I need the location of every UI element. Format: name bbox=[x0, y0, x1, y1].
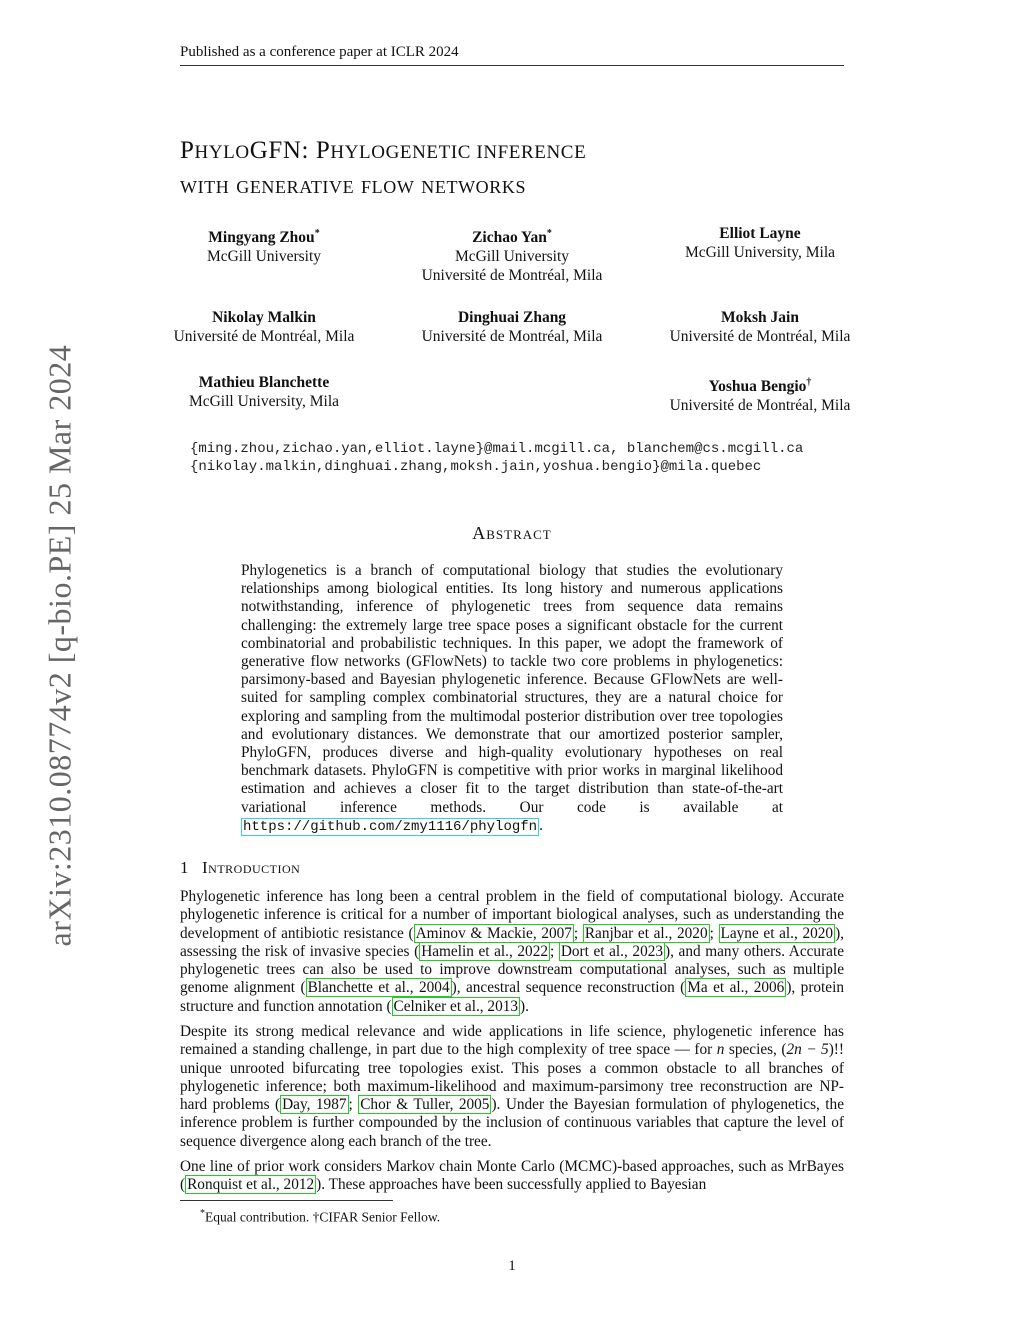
text-run: ). These approaches have been successfully applied to Bayesian bbox=[316, 1176, 707, 1194]
arxiv-stamp: arXiv:2310.08774v2 [q-bio.PE] 25 Mar 2024 bbox=[41, 344, 78, 947]
text-run: Despite its strong medical relevance and wide applications in life science, phylogenetic inference has remained a standing challenge, in part due to the high complexity of tree space — for bbox=[180, 1023, 844, 1059]
abstract-body: Phylogenetics is a branch of computational biology that studies the evolutionary relationships among biological entities. Its long history and numerous applications notwithstanding, inference of phylogenetic trees from sequence data remains challenging: the extremely large tree space poses a significant obstacle for the current combinatorial and probabilistic techniques. In this paper, we adopt the framework of generative flow networks (GFlowNets) to tackle two core problems in phylogenetics: parsimony-based and Bayesian phylogenetic inference. Because GFlowNets are well-suited for sampling complex combinatorial structures, they are a natural choice for exploring and sampling from the multimodal posterior distribution over tree topologies and evolutionary distances. We demonstrate that our amortized posterior sampler, PhyloGFN, produces diverse and high-quality evolutionary hypotheses on real benchmark datasets. PhyloGFN is competitive with prior works in marginal likelihood estimation and achieves a closer fit to the target distribution than state-of-the-art variational inference methods. Our code is available at https://github.com/zmy1116/phylogfn . bbox=[241, 562, 783, 835]
email-line: {nikolay.malkin,dinghuai.zhang,moksh.jain,yoshua.bengio}@mila.quebec bbox=[190, 459, 762, 475]
citation-link[interactable]: Hamelin et al., 2022 bbox=[421, 942, 548, 960]
text-run: Phylogenetic inference has long been a central problem in the field of computational biology. Accurate phylogenetic inference is critical for a number of important biological analyses, such as understanding the development of antibiotic resistance ( bbox=[180, 888, 844, 942]
paper-title: PHYLOGFN: PHYLOGENETIC INFERENCE with generative flow networks bbox=[180, 137, 587, 199]
citation-link[interactable]: Ranjbar et al., 2020 bbox=[584, 924, 708, 942]
citation-link[interactable]: Day, 1987 bbox=[282, 1096, 347, 1114]
text-run: ; bbox=[709, 924, 719, 942]
author-emails bbox=[190, 440, 803, 476]
page-number: 1 bbox=[508, 1258, 516, 1274]
author-block: Dinghuai Zhang Université de Montréal, Mila bbox=[421, 309, 603, 345]
text-run: species, ( bbox=[724, 1041, 787, 1059]
abstract-heading: Abstract bbox=[472, 523, 552, 543]
intro-paragraph-1 bbox=[180, 888, 844, 1016]
citation-link[interactable]: Ronquist et al., 2012 bbox=[187, 1176, 315, 1194]
author-block: Mathieu Blanchette McGill University, Mila bbox=[188, 374, 340, 410]
intro-paragraph-2 bbox=[180, 1023, 844, 1151]
text-run: ). bbox=[520, 997, 529, 1015]
author-block: Zichao Yan* McGill University Université de Montréal, Mila bbox=[421, 228, 603, 285]
text-run: ), and many others. Accurate phylogenetic trees can also be used to improve downstream computational analyses, such as multiple genome alignment ( bbox=[180, 942, 844, 997]
math-term: 2n − 5 bbox=[786, 1041, 829, 1059]
author-block: Moksh Jain Université de Montréal, Mila bbox=[669, 309, 851, 345]
citation-link[interactable]: Chor & Tuller, 2005 bbox=[360, 1096, 490, 1114]
footnote: *Equal contribution. †CIFAR Senior Fellow. bbox=[200, 1208, 441, 1225]
math-term: n bbox=[716, 1041, 725, 1059]
author-block: Elliot Layne McGill University, Mila bbox=[684, 225, 836, 261]
text-run: ; bbox=[348, 1096, 359, 1114]
section-heading-introduction: 1 Introduction bbox=[180, 858, 301, 877]
citation-link[interactable]: Aminov & Mackie, 2007 bbox=[415, 924, 572, 942]
text-run: ). Under the Bayesian formulation of phylogenetics, the inference problem is further compounded by the inclusion of continuous variables that capture the level of sequence divergence along each branch of the tree. bbox=[180, 1096, 844, 1150]
citation-link[interactable]: Ma et al., 2006 bbox=[687, 979, 785, 997]
intro-paragraph-3 bbox=[180, 1158, 844, 1195]
text-run: ), ancestral sequence reconstruction ( bbox=[451, 979, 686, 997]
author-block: Mingyang Zhou* McGill University bbox=[206, 228, 322, 266]
code-link[interactable]: https://github.com/zmy1116/phylogfn bbox=[243, 818, 538, 835]
text-run: ; bbox=[573, 924, 583, 942]
text-run: One line of prior work considers Markov chain Monte Carlo (MCMC)-based approaches, such as MrBayes ( bbox=[180, 1158, 844, 1194]
email-line: {ming.zhou,zichao.yan,elliot.layne}@mail.mcgill.ca, blanchem@cs.mcgill.ca bbox=[190, 441, 804, 457]
text-run: ), assessing the risk of invasive species ( bbox=[180, 924, 844, 960]
footnote-rule bbox=[180, 1200, 393, 1201]
author-block: Nikolay Malkin Université de Montréal, Mila bbox=[173, 309, 355, 345]
running-header: Published as a conference paper at ICLR 2024 bbox=[180, 44, 844, 66]
citation-link[interactable]: Dort et al., 2023 bbox=[560, 942, 664, 960]
text-run: ), protein structure and function annotation ( bbox=[180, 979, 844, 1015]
text-run: )!! unique unrooted bifurcating tree topologies exist. This poses a common obstacle to all branches of phylogenetic inference; both maximum-likelihood and maximum-parsimony tree reconstruction are NP-hard problems ( bbox=[180, 1041, 844, 1114]
citation-link[interactable]: Layne et al., 2020 bbox=[720, 924, 834, 942]
citation-link[interactable]: Celniker et al., 2013 bbox=[393, 997, 519, 1015]
citation-link[interactable]: Blanchette et al., 2004 bbox=[307, 979, 450, 997]
author-block: Yoshua Bengio† Université de Montréal, Mila bbox=[669, 377, 851, 415]
text-run: ; bbox=[550, 942, 559, 960]
